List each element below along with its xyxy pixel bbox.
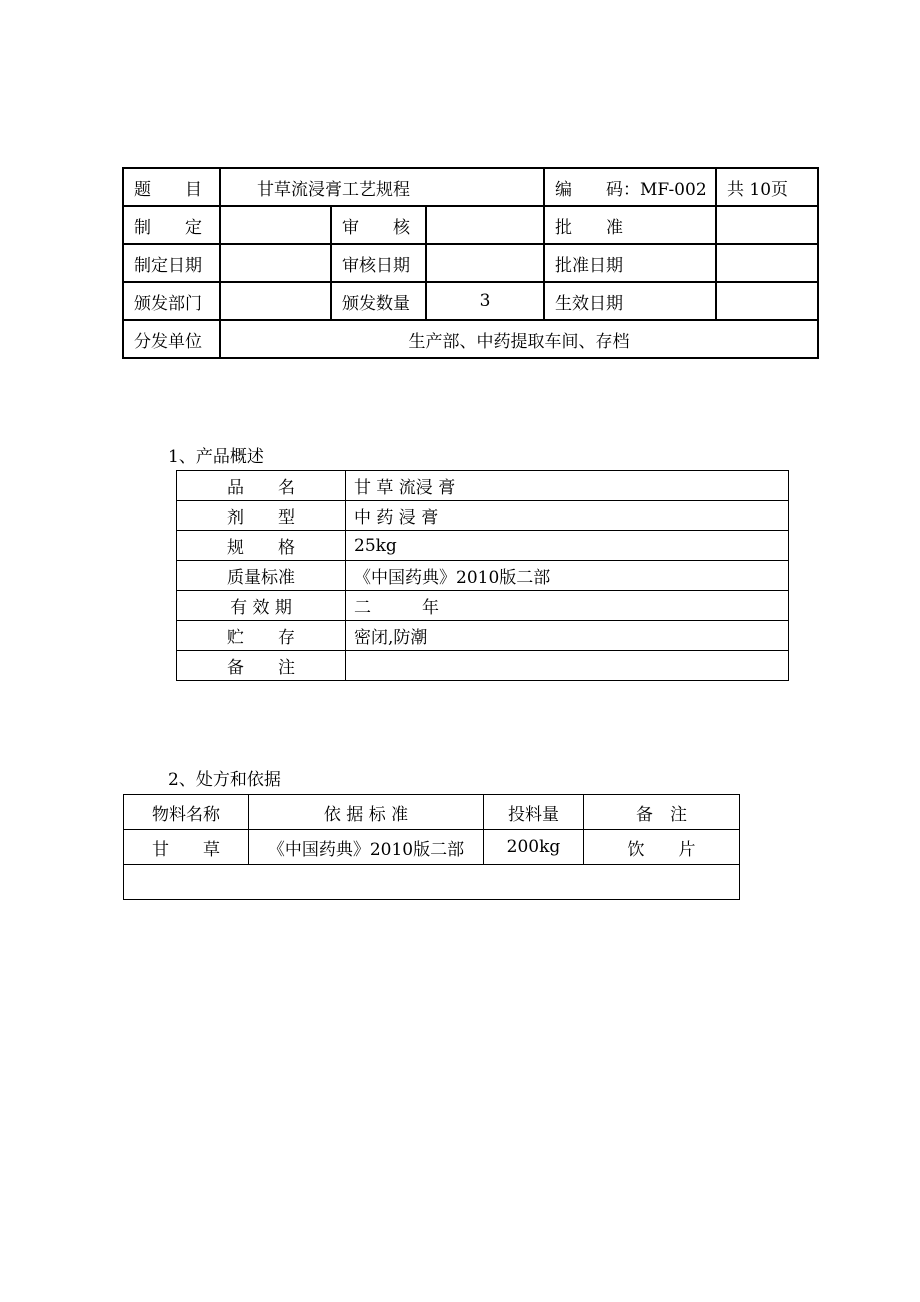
title-value: 甘草流浸膏工艺规程: [220, 168, 544, 206]
effective-date-label: 生效日期: [544, 282, 716, 320]
overview-label: 品 名: [177, 471, 346, 501]
section-title-overview: 1、产品概述: [168, 447, 264, 467]
overview-value: [346, 651, 789, 681]
code-value: MF-002: [640, 179, 707, 200]
section-title-recipe: 2、处方和依据: [168, 770, 281, 790]
overview-label: 贮 存: [177, 621, 346, 651]
overview-value: 密闭,防潮: [346, 621, 789, 651]
recipe-row: [124, 830, 740, 865]
issue-dept-label: 颁发部门: [123, 282, 220, 320]
review-date-label: 审核日期: [331, 244, 426, 282]
recipe-empty-cell: [124, 865, 740, 900]
made-label: 制 定: [123, 206, 220, 244]
overview-value: 《中国药典》2010版二部: [346, 561, 789, 591]
overview-row: [177, 651, 789, 681]
overview-row: [177, 591, 789, 621]
review-date-value: [426, 244, 544, 282]
approve-label: 批 准: [544, 206, 716, 244]
recipe-notes: 饮 片: [584, 830, 740, 865]
recipe-table: [123, 794, 740, 900]
review-value: [426, 206, 544, 244]
overview-value: 甘 草 流浸 膏: [346, 471, 789, 501]
overview-row: [177, 621, 789, 651]
recipe-header-standard: 依 据 标 准: [249, 795, 484, 830]
header-row-distribution: [123, 320, 818, 358]
overview-label: 剂 型: [177, 501, 346, 531]
recipe-header-material: 物料名称: [124, 795, 249, 830]
recipe-header-row: [124, 795, 740, 830]
distribution-label: 分发单位: [123, 320, 220, 358]
overview-value: 中 药 浸 膏: [346, 501, 789, 531]
made-date-label: 制定日期: [123, 244, 220, 282]
overview-label: 有 效 期: [177, 591, 346, 621]
effective-date-value: [716, 282, 818, 320]
recipe-header-notes: 备 注: [584, 795, 740, 830]
recipe-quantity: 200kg: [484, 830, 584, 865]
overview-label: 备 注: [177, 651, 346, 681]
overview-label: 质量标准: [177, 561, 346, 591]
issue-dept-value: [220, 282, 331, 320]
review-label: 审 核: [331, 206, 426, 244]
overview-row: [177, 501, 789, 531]
overview-label: 规 格: [177, 531, 346, 561]
approve-date-label: 批准日期: [544, 244, 716, 282]
recipe-standard: 《中国药典》2010版二部: [249, 830, 484, 865]
issue-qty-label: 颁发数量: [331, 282, 426, 320]
page-count: 共 10页: [716, 168, 818, 206]
distribution-value: 生产部、中药提取车间、存档: [220, 320, 818, 358]
recipe-material: 甘 草: [124, 830, 249, 865]
made-value: [220, 206, 331, 244]
made-date-value: [220, 244, 331, 282]
approve-value: [716, 206, 818, 244]
header-row-title: [123, 168, 818, 206]
overview-value: 二 年: [346, 591, 789, 621]
header-row-dates: [123, 244, 818, 282]
header-row-issue: [123, 282, 818, 320]
recipe-empty-row: [124, 865, 740, 900]
code-label: 编 码：: [555, 179, 640, 200]
recipe-header-quantity: 投料量: [484, 795, 584, 830]
code-cell: [544, 168, 716, 206]
overview-row: [177, 561, 789, 591]
overview-row: [177, 471, 789, 501]
title-label: 题 目: [123, 168, 220, 206]
approve-date-value: [716, 244, 818, 282]
issue-qty-value: 3: [426, 282, 544, 320]
product-overview-table: [176, 470, 789, 681]
header-row-signoff: [123, 206, 818, 244]
overview-row: [177, 531, 789, 561]
overview-value: 25kg: [346, 531, 789, 561]
document-header-table: [122, 167, 819, 359]
